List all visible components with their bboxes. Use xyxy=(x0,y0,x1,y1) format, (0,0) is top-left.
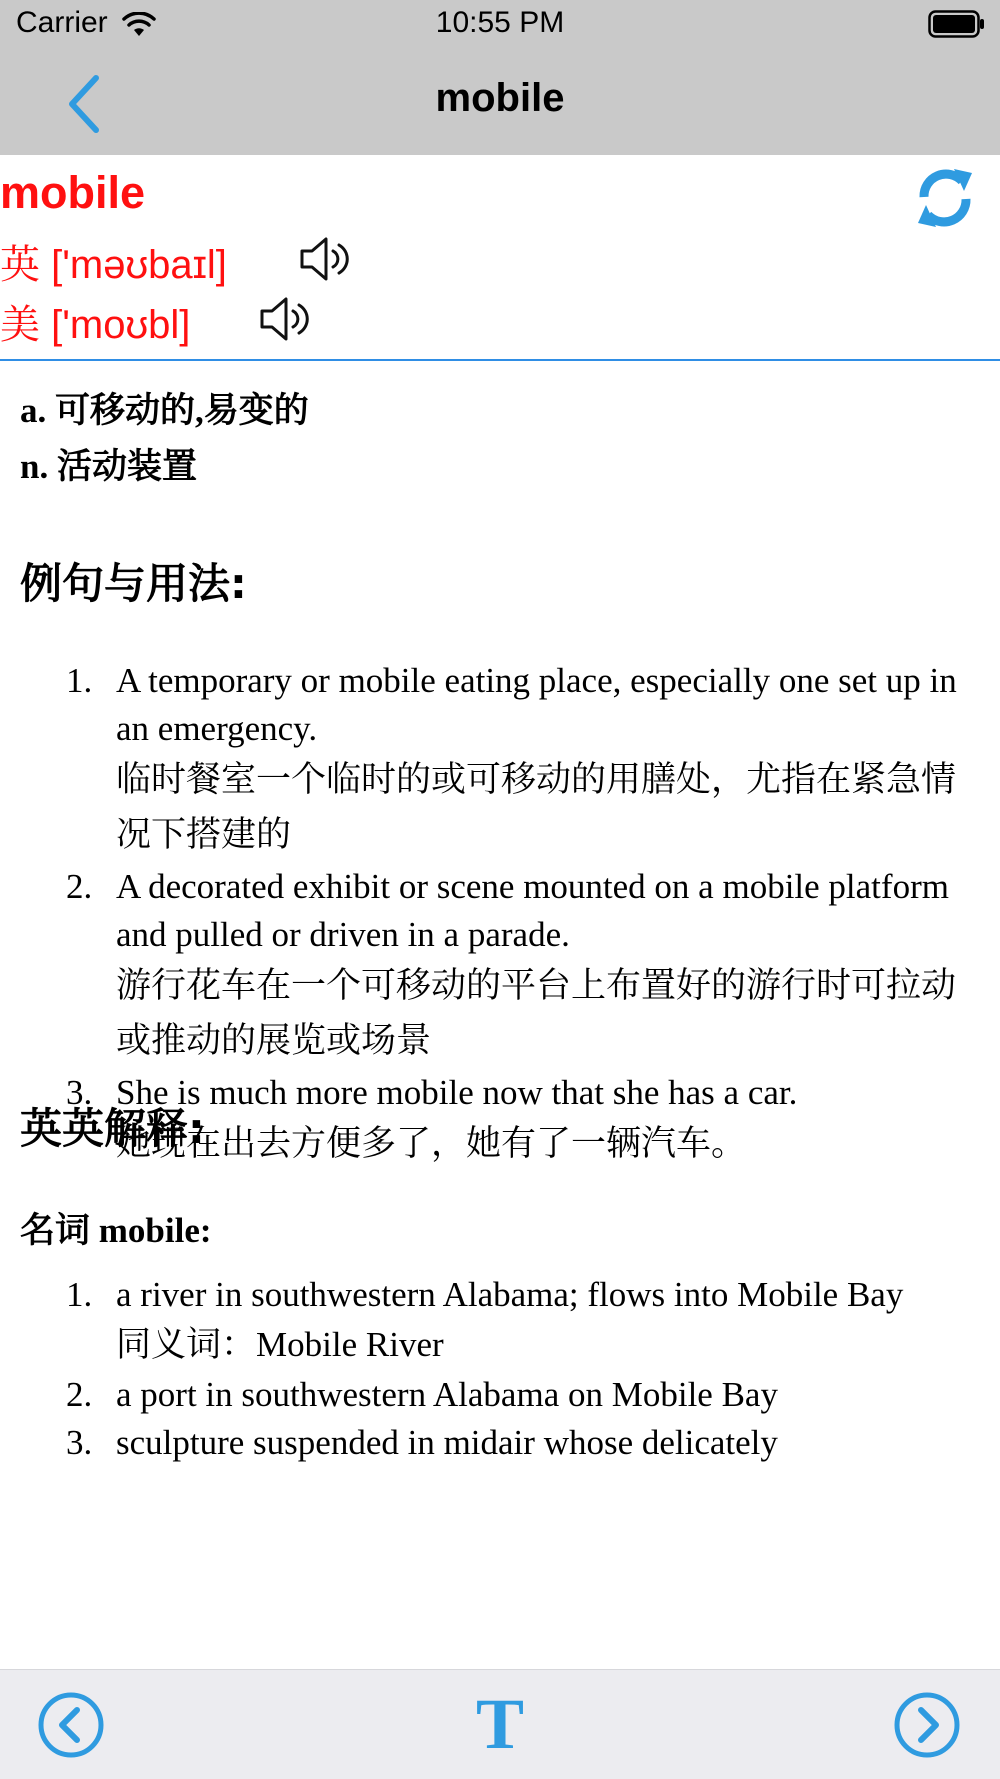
basic-definitions xyxy=(20,383,309,495)
circle-chevron-right-icon xyxy=(892,1690,962,1760)
uk-phonetic: ['məʊbaɪl] xyxy=(51,243,227,287)
example-english: A temporary or mobile eating place, especially one set up in an emergency. xyxy=(116,661,957,748)
headword: mobile xyxy=(0,167,146,218)
english-item xyxy=(0,1371,1000,1419)
english-definition: a port in southwestern Alabama on Mobile Bay xyxy=(116,1375,778,1414)
item-number: 3. xyxy=(66,1423,93,1462)
example-english: She is much more mobile now that she has a car. xyxy=(116,1073,798,1112)
page-title: mobile xyxy=(435,76,565,120)
text-size-icon: T xyxy=(475,1684,525,1764)
english-item xyxy=(0,1271,1000,1371)
examples-list xyxy=(0,657,1000,1172)
uk-pronunciation xyxy=(0,233,227,290)
uk-label: 英 xyxy=(0,243,40,287)
item-number: 3. xyxy=(66,1073,93,1112)
definition-content[interactable] xyxy=(0,361,1000,1669)
battery-icon xyxy=(928,10,986,43)
font-size-button[interactable] xyxy=(464,1684,536,1764)
item-number: 1. xyxy=(66,661,93,700)
carrier-label: Carrier xyxy=(16,6,108,39)
us-phonetic: ['moʊbl] xyxy=(51,303,191,347)
next-word-button[interactable] xyxy=(892,1690,962,1765)
example-chinese: 她现在出去方便多了，她有了一辆汽车。 xyxy=(116,1124,747,1164)
item-number: 2. xyxy=(66,1375,93,1414)
us-speaker-button[interactable] xyxy=(258,293,314,350)
uk-speaker-button[interactable] xyxy=(298,233,354,290)
circle-chevron-left-icon xyxy=(36,1690,106,1760)
english-definition: a river in southwestern Alabama; flows into Mobile Bay xyxy=(116,1275,904,1314)
english-heading: 英英解释: xyxy=(20,1104,205,1153)
synonym-value: Mobile River xyxy=(256,1325,444,1364)
navigation-bar xyxy=(0,50,1000,155)
previous-word-button[interactable] xyxy=(36,1690,106,1765)
english-item xyxy=(0,1419,1000,1467)
clock: 10:55 PM xyxy=(435,6,565,39)
synonym-line xyxy=(116,1319,970,1371)
example-english: A decorated exhibit or scene mounted on a mobile platform and pulled or driven in a parade. xyxy=(116,867,949,954)
us-pronunciation xyxy=(0,293,190,350)
definition-line: a. 可移动的,易变的 xyxy=(20,391,309,430)
example-item xyxy=(0,863,1000,1069)
synonym-label: 同义词： xyxy=(116,1325,257,1365)
speaker-icon xyxy=(298,233,354,285)
examples-heading: 例句与用法: xyxy=(20,559,247,608)
item-number: 1. xyxy=(66,1275,93,1314)
refresh-icon xyxy=(912,165,978,231)
word-header xyxy=(0,155,1000,361)
example-chinese: 游行花车在一个可移动的平台上布置好的游行时可拉动或推动的展览或场景 xyxy=(116,966,957,1061)
speaker-icon xyxy=(258,293,314,345)
english-list xyxy=(0,1271,1000,1467)
example-item xyxy=(0,657,1000,863)
item-number: 2. xyxy=(66,867,93,906)
us-label: 美 xyxy=(0,303,40,347)
bottom-toolbar xyxy=(0,1669,1000,1779)
noun-heading: 名词 mobile: xyxy=(20,1211,212,1250)
definition-line: n. 活动装置 xyxy=(20,447,197,486)
status-bar xyxy=(0,0,1000,50)
refresh-button[interactable] xyxy=(912,165,978,236)
english-definition: sculpture suspended in midair whose delicately xyxy=(116,1423,778,1462)
example-chinese: 临时餐室一个临时的或可移动的用膳处，尤指在紧急情况下搭建的 xyxy=(116,760,957,855)
